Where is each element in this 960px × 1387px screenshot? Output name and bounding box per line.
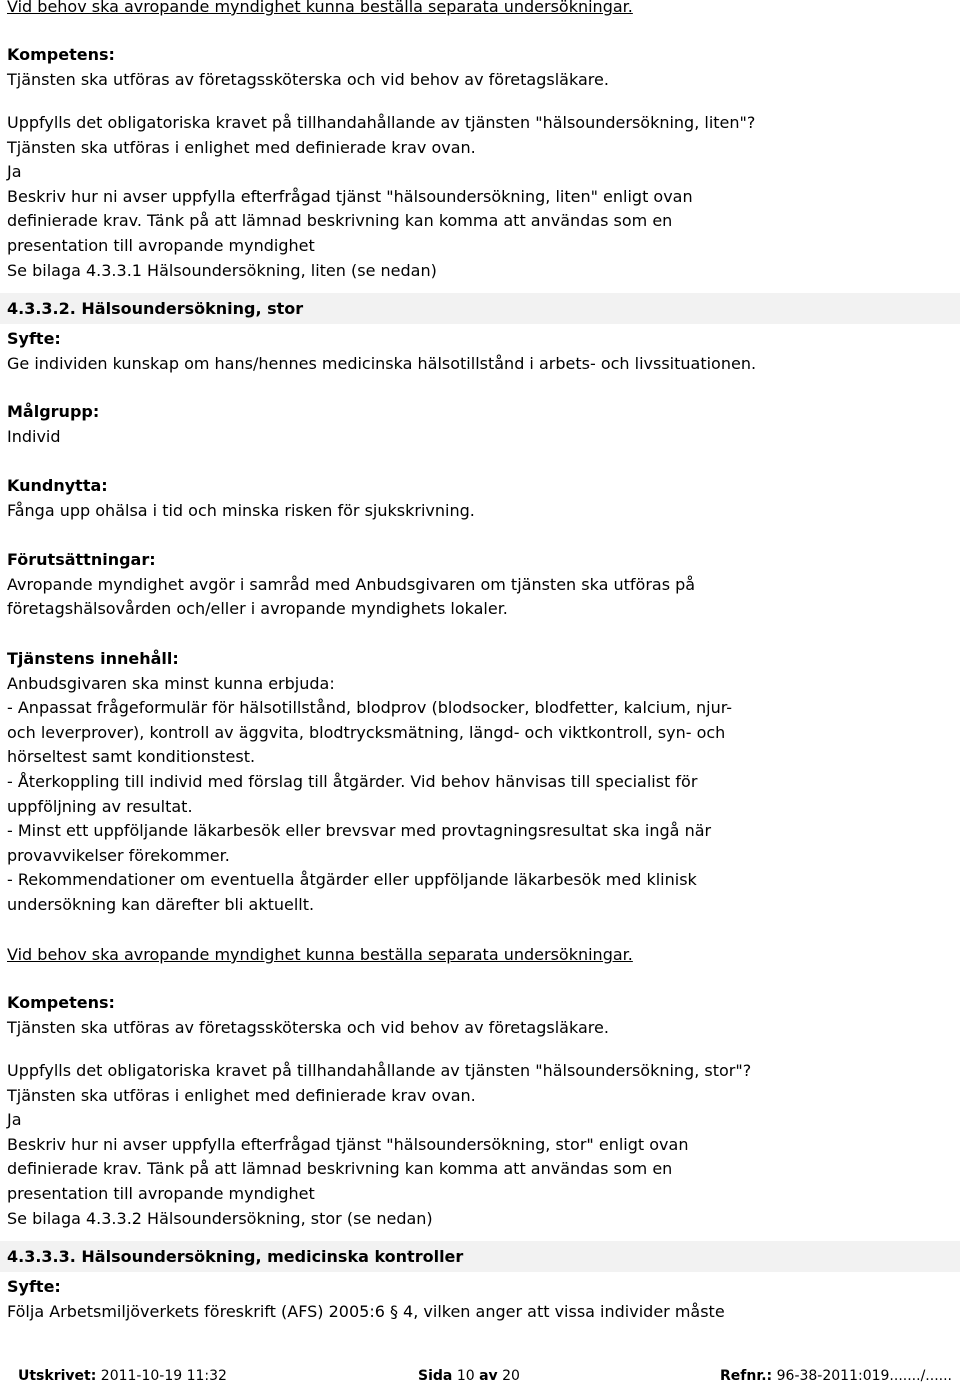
attachment-reference: Se bilaga 4.3.3.1 Hälsoundersökning, liten (se nedan) [7,260,437,280]
requirement-question-2: Tjänsten ska utföras i enlighet med definierade krav ovan. [7,1085,476,1105]
kundnytta-label: Kundnytta: [7,476,108,495]
attachment-reference: Se bilaga 4.3.3.2 Hälsoundersökning, stor (se nedan) [7,1208,433,1228]
syfte-block [7,1275,950,1324]
syfte-label: Syfte: [7,1277,61,1296]
syfte-label: Syfte: [7,329,61,348]
requirement-description-2: definierade krav. Tänk på att lämnad beskrivning kan komma att användas som en [7,211,673,231]
page-num: 10 [456,1368,475,1384]
section-heading-band [0,1241,960,1272]
malgrupp-label: Målgrupp: [7,402,100,421]
top-requirement [7,111,950,283]
innehall-line: uppföljning av resultat. [7,796,193,816]
requirement-description-3: presentation till avropande myndighet [7,1183,315,1203]
innehall-line: provavvikelser förekommer. [7,845,230,865]
forutsattningar-block [7,548,950,622]
section-heading: 4.3.3.2. Hälsoundersökning, stor [7,299,304,318]
page-total: 20 [502,1368,520,1384]
ref-value: 96-38-2011:019......./...... [776,1368,952,1384]
page-footer [0,1365,960,1387]
malgrupp-text: Individ [7,426,61,446]
requirement-description-2: definierade krav. Tänk på att lämnad beskrivning kan komma att användas som en [7,1159,673,1179]
reference-number [720,1365,952,1387]
page-label: Sida [418,1368,453,1384]
separate-exams-link[interactable]: Vid behov ska avropande myndighet kunna beställa separata undersökningar. [7,945,633,964]
forutsattningar-text: Avropande myndighet avgör i samråd med Anbudsgivaren om tjänsten ska utföras på [7,574,696,594]
innehall-line: och leverprover), kontroll av äggvita, blodtrycksmätning, längd- och viktkontroll, syn- och [7,722,726,742]
printed-date [18,1365,227,1387]
requirement-description: Beskriv hur ni avser uppfylla efterfrågad tjänst "hälsoundersökning, liten" enligt ovan [7,186,693,206]
requirement-description: Beskriv hur ni avser uppfylla efterfrågad tjänst "hälsoundersökning, stor" enligt ovan [7,1134,689,1154]
page-of: av [479,1368,498,1384]
top-kompetens [7,43,950,92]
kompetens-text: Tjänsten ska utföras av företagssköterska och vid behov av företagsläkare. [7,1017,609,1037]
innehall-line: - Anpassat frågeformulär för hälsotillstånd, blodprov (blodsocker, blodfetter, kalcium, njur- [7,698,733,718]
kompetens-block [7,991,950,1040]
innehall-line: Anbudsgivaren ska minst kunna erbjuda: [7,673,335,693]
printed-label: Utskrivet: [18,1368,97,1384]
innehall-line: undersökning kan därefter bli aktuellt. [7,894,315,914]
innehall-line: hörseltest samt konditionstest. [7,747,256,767]
requirement-block [7,1059,950,1231]
innehall-block [7,647,950,918]
requirement-description-3: presentation till avropande myndighet [7,235,315,255]
forutsattningar-text-2: företagshälsovården och/eller i avropande myndighets lokaler. [7,599,508,619]
innehall-label: Tjänstens innehåll: [7,649,179,668]
innehall-line: - Minst ett uppföljande läkarbesök eller brevsvar med provtagningsresultat ska ingå när [7,821,712,841]
innehall-line: - Rekommendationer om eventuella åtgärder eller uppföljande läkarbesök med klinisk [7,870,697,890]
syfte-block [7,327,950,376]
ref-label: Refnr.: [720,1368,773,1384]
forutsattningar-label: Förutsättningar: [7,550,156,569]
top-block [7,0,950,20]
kompetens-text: Tjänsten ska utföras av företagssköterska och vid behov av företagsläkare. [7,69,609,89]
separate-exams-link[interactable]: Vid behov ska avropande myndighet kunna beställa separata undersökningar. [7,0,633,16]
requirement-answer: Ja [7,162,22,182]
requirement-answer: Ja [7,1110,22,1130]
kundnytta-block [7,474,950,523]
kundnytta-text: Fånga upp ohälsa i tid och minska risken för sjukskrivning. [7,500,475,520]
printed-value: 2011-10-19 11:32 [100,1368,227,1384]
malgrupp-block [7,400,950,449]
syfte-text: Ge individen kunskap om hans/hennes medicinska hälsotillstånd i arbets- och livssituationen. [7,353,757,373]
separate-exams-block [7,943,950,968]
innehall-line: - Återkoppling till individ med förslag till åtgärder. Vid behov hänvisas till specialist för [7,771,698,791]
kompetens-label: Kompetens: [7,993,115,1012]
requirement-question: Uppfylls det obligatoriska kravet på tillhandahållande av tjänsten "hälsoundersökning, liten"? [7,113,756,132]
section-heading: 4.3.3.3. Hälsoundersökning, medicinska kontroller [7,1247,464,1266]
syfte-text: Följa Arbetsmiljöverkets föreskrift (AFS) 2005:6 § 4, vilken anger att vissa individer måste [7,1301,725,1321]
kompetens-label: Kompetens: [7,45,115,64]
page-number [418,1365,520,1387]
requirement-question: Uppfylls det obligatoriska kravet på tillhandahållande av tjänsten "hälsoundersökning, stor"? [7,1061,752,1080]
requirement-question-2: Tjänsten ska utföras i enlighet med definierade krav ovan. [7,137,476,157]
section-heading-band [0,293,960,324]
